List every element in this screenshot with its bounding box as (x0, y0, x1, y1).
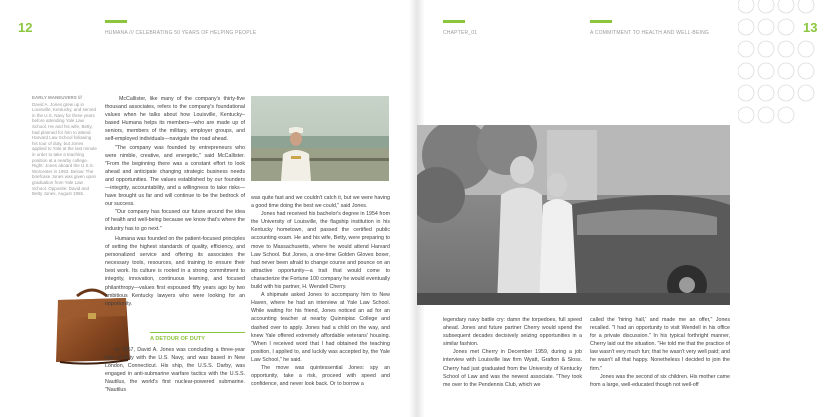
right-page-number: 13 (803, 20, 818, 35)
sidebar-caption (32, 95, 98, 197)
body-column-2 (251, 194, 390, 388)
col3-paragraph: Jones met Cherry in December 1959, during a job interview with Louisville law firm Wyatt, Grafton & Sloss. Cherry had just graduated from the University of Kentucky School of Law and was the newest associate. "They took me over to the Pendennis Club, which we (443, 349, 582, 388)
decorative-circles (738, 0, 833, 130)
left-page-number: 12 (18, 20, 33, 35)
body-column-1b (105, 235, 245, 308)
running-head: HUMANA /// CELEBRATING 50 YEARS OF HELPING PEOPLE (105, 30, 257, 36)
col1-paragraph: McCallister, like many of the company's thirty-five thousand associates, refers to the company's foundational values when he talks about how Louisville, Kentucky–based Humana helps its members—who are made up of seniors, members of the military, employer groups, and self-employed individuals—navigate the road ahead. (105, 96, 245, 143)
col3-paragraph: legendary navy battle cry: damn the torpedoes, full speed ahead. Jones and future partner Cherry would spend the subsequent decades decisively seizing opportunities in a similar fashion. (443, 317, 582, 348)
body-column-1 (105, 95, 245, 233)
subhead-block (150, 332, 245, 343)
chapter-accent-bar (443, 20, 465, 23)
body-column-3 (443, 316, 582, 389)
body-column-4 (590, 316, 730, 389)
sidebar-caption-text: David A. Jones grew up in Louisville, Kentucky, and served in the U.S. Navy for three years before attending Yale Law School. He and his wife, Betty, had planned for him to attend Harvard Law School following his tour of duty, but Jones applied to Yale at the last minute in order to take a teaching position at a nearby college. Right: Jones aboard the U.S.S. Worcester in 1953. Below: The briefcase Jones was given upon graduation from Yale Law School. Opposite: David and Betty Jones, August 1955. (32, 101, 97, 197)
section-accent-bar (590, 20, 612, 23)
couple-photo (417, 125, 730, 305)
section-label: A COMMITMENT TO HEALTH AND WELL-BEING (590, 30, 709, 36)
header-accent-bar (105, 20, 127, 23)
circle-pattern-icon (738, 0, 833, 130)
col4-paragraph: Jones was the second of six children. His mother came from a large, well-educated though not well-off (590, 373, 730, 388)
col2-paragraph: A shipmate asked Jones to accompany him to New Haven, where he had an interview at Yale Law School. While waiting for his friend, Jones noticed an ad for an accounting teacher at nearby Quinnipiac College and dashed over to apply. Jones had a child on the way, and knew Yale offered extremely affordable veterans' housing. "When I received word that I had obtained the teaching position, I applied to, and luckily was accepted by, the Yale Law School," he said. (251, 292, 390, 363)
subhead-rule (150, 332, 245, 333)
section-subhead: A DETOUR OF DUTY (150, 336, 206, 342)
body-column-1c (105, 346, 245, 395)
col1-paragraph: "Our company has focused our future around the idea of health and well-being because we know that's where the industry has to go next." (105, 209, 245, 232)
col4-paragraph: called the 'hiring hall,' and made me an offer," Jones recalled. "I had an opportunity to visit Wendell in his office for a private discussion." In his typical forthright manner, Cherry laid out the situation. "He told me that the practice of law wasn't very much fun; that he wasn't very well paid; and he wasn't all that happy. Nonetheless I decided to join the firm." (590, 317, 730, 372)
sidebar-label: EARLY MANEUVERS /// (32, 95, 82, 100)
navy-photo (251, 96, 389, 181)
col1-paragraph: "The company was founded by entrepreneurs who were nimble, creative, and energetic," said McCallister. "From the beginning there was a constant effort to look ahead and anticipate changing strategic business needs and opportunities. The values established by our founders—integrity, accountability, and a willingness to take risks—have brought us far and will continue to be the bedrock of our success. (105, 144, 245, 208)
col2-paragraph: Jones had received his bachelor's degree in 1954 from the University of Louisville, the flagship institution in his Kentucky hometown, and passed the certified public accounting exam. He and his wife, Betty, were preparing to move to Massachusetts, where he would attend Harvard Law School. But Jones, a one-time Golden Gloves boxer, had never been afraid to change course and pounce on an attractive opportunity—a trait that would come to characterize the Fortune 100 company he would eventually build with his partner, H. Wendell Cherry. (251, 211, 390, 291)
col1-paragraph: In 1957, David A. Jones was concluding a three-year tour of duty with the U.S. Navy, and was based in New London, Connecticut. His ship, the U.S.S. Darby, was engaged in anti-submarine warfare tactics with the U.S.S. Nautilus, the world's first nuclear-powered submarine. "Nautilus (105, 347, 245, 394)
col1-paragraph: Humana was founded on the patient-focused principles of setting the highest standards of quality, efficiency, and personalized service and offering its associates the necessary tools, resources, and training to ensure their best work. Its culture is rooted in a strong commitment to integrity, innovation, continuous learning, and focused philanthropy—values first espoused fifty years ago by two ambitious Kentucky lawyers who were looking for an opportunity. (105, 236, 245, 307)
col2-paragraph: The move was quintessential Jones: spy an opportunity, take a risk, proceed with speed and confidence, and never look back. Or to borrow a (251, 364, 390, 388)
chapter-label: CHAPTER_01 (443, 30, 478, 36)
col2-paragraph: was quite fast and we couldn't catch it, but we were having a good time doing the best we could," said Jones. (251, 195, 390, 210)
